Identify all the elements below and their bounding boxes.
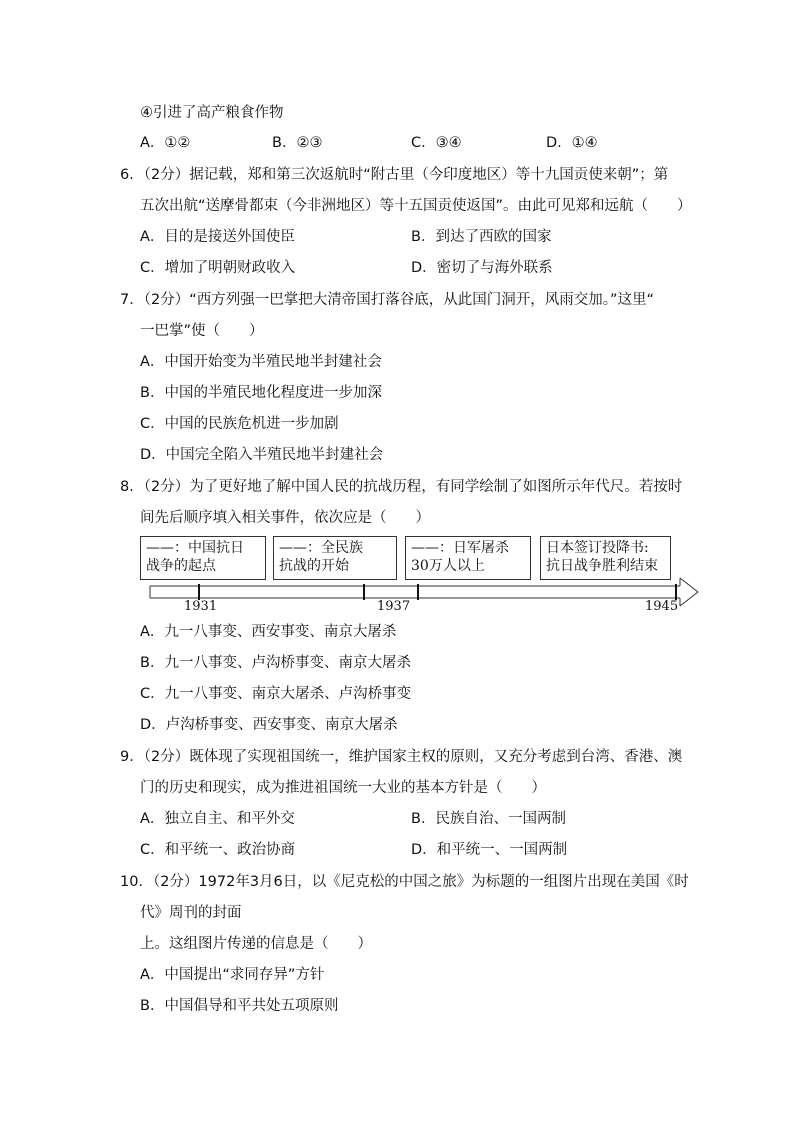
q8-stem-line2: 间先后顺序填入相关事件，依次应是（ ） <box>140 510 430 526</box>
q10-option-b: B．中国倡导和平共处五项原则 <box>140 998 339 1014</box>
timeline-box-3-line1: ——：日军屠杀 <box>411 540 509 556</box>
q5-option-a: A．①② <box>140 135 191 151</box>
q5-option-d: D．①④ <box>546 135 598 151</box>
q10-option-a: A．中国提出“求同存异”方针 <box>140 967 325 983</box>
q8-stem-line1: 8．（2分）为了更好地了解中国人民的抗战历程，有同学绘制了如图所示年代尺。若按时 <box>120 479 683 495</box>
q9-stem-line1: 9．（2分）既体现了实现祖国统一，维护国家主权的原则，又充分考虑到台湾、香港、澳 <box>120 749 683 765</box>
q7-option-c: C．中国的民族危机进一步加剧 <box>140 416 339 432</box>
q8-option-d: D．卢沟桥事变、西安事变、南京大屠杀 <box>140 717 398 733</box>
q10-stem-line1: 10．（2分）1972年3月6日，以《尼克松的中国之旅》为标题的一组图片出现在美国《时 <box>120 874 689 890</box>
timeline-arrow <box>140 574 705 614</box>
timeline-box-2-line2: 抗战的开始 <box>279 558 349 574</box>
q5-option-b: B．②③ <box>272 135 323 151</box>
q10-stem-line3: 上。这组图片传递的信息是（ ） <box>140 936 372 952</box>
q9-option-a: A．独立自主、和平外交 <box>140 811 295 827</box>
q9-option-d: D．和平统一、一国两制 <box>411 842 568 858</box>
q6-option-d: D．密切了与海外联系 <box>411 260 553 276</box>
q7-option-d: D．中国完全陷入半殖民地半封建社会 <box>140 447 384 463</box>
timeline-box-3-line2: 30万人以上 <box>411 558 485 574</box>
q5-option-c: C．③④ <box>411 135 462 151</box>
q8-option-c: C．九一八事变、南京大屠杀、卢沟桥事变 <box>140 686 412 702</box>
timeline-box-4-line2: 抗日战争胜利结束 <box>546 558 658 574</box>
q7-option-a: A．中国开始变为半殖民地半封建社会 <box>140 354 382 370</box>
q10-stem-line2: 代》周刊的封面 <box>140 905 242 921</box>
timeline-year-1937: 1937 <box>377 599 411 614</box>
timeline-year-1945: 1945 <box>645 599 679 614</box>
q7-stem-line2: 一巴掌”使（ ） <box>140 323 264 339</box>
q8-option-a: A．九一八事变、西安事变、南京大屠杀 <box>140 624 397 640</box>
timeline-box-4-line1: 日本签订投降书: <box>546 540 649 556</box>
q9-option-c: C．和平统一、政治协商 <box>140 842 296 858</box>
q6-stem-line1: 6．（2分）据记载，郑和第三次返航时“附古里（今印度地区）等十九国贡使来朝”；第 <box>120 167 669 183</box>
q6-option-c: C．增加了明朝财政收入 <box>140 260 296 276</box>
q6-option-a: A．目的是接送外国使臣 <box>140 229 295 245</box>
q9-option-b: B．民族自治、一国两制 <box>411 811 566 827</box>
q7-option-b: B．中国的半殖民地化程度进一步加深 <box>140 385 382 401</box>
q6-option-b: B．到达了西欧的国家 <box>411 229 552 245</box>
timeline-year-1931: 1931 <box>184 599 218 614</box>
timeline-box-1-line2: 战争的起点 <box>146 558 216 574</box>
q8-option-b: B．九一八事变、卢沟桥事变、南京大屠杀 <box>140 655 411 671</box>
q6-stem-line2: 五次出航“送摩骨都束（今非洲地区）等十五国贡使返国”。由此可见郑和远航（ ） <box>140 198 692 214</box>
q5-item4: ④引进了高产粮食作物 <box>140 105 284 121</box>
q9-stem-line2: 门的历史和现实，成为推进祖国统一大业的基本方针是（ ） <box>140 780 546 796</box>
timeline-box-2-line1: ——：全民族 <box>279 540 363 556</box>
q7-stem-line1: 7．（2分）“西方列强一巴掌把大清帝国打落谷底，从此国门洞开，风雨交加。”这里“ <box>120 292 654 308</box>
timeline-box-1-line1: ——：中国抗日 <box>146 540 244 556</box>
